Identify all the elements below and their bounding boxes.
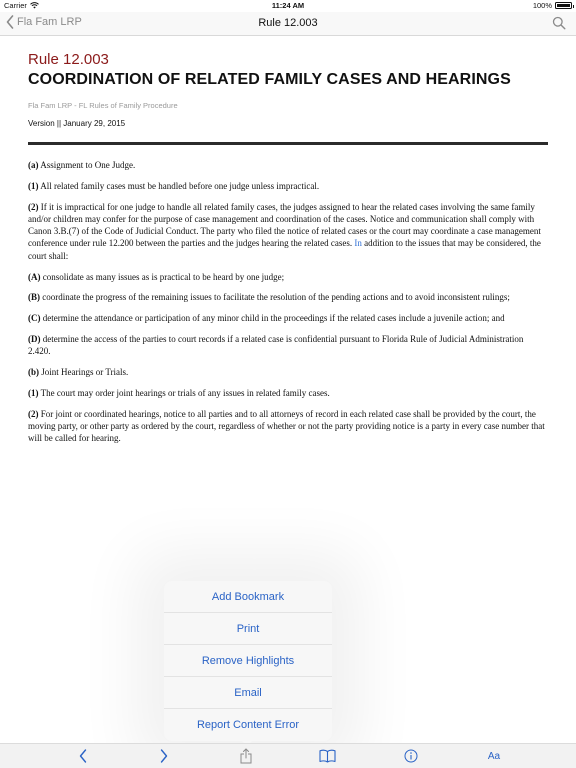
status-time: 11:24 AM bbox=[271, 1, 305, 10]
paragraph-text: consolidate as many issues as is practical to be heard by one judge; bbox=[40, 271, 285, 282]
paragraph-label: (1) bbox=[28, 387, 39, 398]
paragraph-text-after: addition to the issues that may be considered, the court shall: bbox=[28, 238, 541, 261]
paragraph-text: determine the attendance or participation of any minor child in the proceedings if the related cases include a juvenile action; and bbox=[40, 313, 505, 324]
document-source: Fla Fam LRP - FL Rules of Family Procedure bbox=[28, 101, 178, 110]
status-bar bbox=[0, 0, 576, 12]
email-button[interactable]: Email bbox=[164, 677, 332, 709]
add-bookmark-button[interactable]: Add Bookmark bbox=[164, 581, 332, 613]
divider bbox=[28, 142, 548, 145]
paragraph-text: For joint or coordinated hearings, notice to all parties and to all attorneys of record in each related case shall be provided by the court, the moving party, or other party as ordered by the court, regardless of whether or not the party providing notice is a party in every case number that will be called for hearing. bbox=[28, 408, 545, 444]
paragraph bbox=[28, 159, 548, 171]
paragraph-text: If it is impractical for one judge to handle all related family cases, the judges assigned to hear the related cases involving the same family and/or children may confer for the purpose of case management and coordination of the cases. Notice and communication shall comply with Canon 3.B.(7) of the Code of Judicial Conduct. The party who filed the notice of related cases or the court may coordinate a case management conference under rule 12.200 between the parties and the judges hearing the related cases. bbox=[28, 201, 541, 249]
paragraph-text: All related family cases must be handled before one judge unless impractical. bbox=[38, 180, 320, 191]
battery-icon bbox=[555, 2, 572, 9]
book-icon bbox=[319, 749, 336, 763]
share-icon bbox=[240, 748, 252, 764]
paragraph-text: Joint Hearings or Trials. bbox=[39, 367, 129, 378]
navigation-bar bbox=[0, 12, 576, 36]
paragraph bbox=[28, 366, 548, 378]
document-version: Version || January 29, 2015 bbox=[28, 119, 126, 128]
paragraph-label: (b) bbox=[28, 367, 39, 378]
paragraph bbox=[28, 291, 548, 303]
rule-number: Rule 12.003 bbox=[28, 51, 109, 68]
carrier-label: Carrier bbox=[4, 1, 27, 10]
paragraph-text: coordinate the progress of the remaining issues to facilitate the resolution of the pending actions and to avoid inconsistent rulings; bbox=[40, 292, 510, 303]
previous-button[interactable] bbox=[75, 748, 91, 764]
paragraph-text: The court may order joint hearings or trials of any issues in related family cases. bbox=[38, 387, 330, 398]
font-size-button[interactable] bbox=[483, 748, 505, 764]
paragraph-label: (2) bbox=[28, 201, 39, 212]
paragraph-label: (C) bbox=[28, 313, 41, 324]
page-title: Rule 12.003 bbox=[258, 17, 318, 29]
back-button-label: Fla Fam LRP bbox=[17, 16, 82, 28]
paragraph-label: (A) bbox=[28, 271, 41, 282]
document bbox=[28, 36, 548, 453]
share-button[interactable] bbox=[238, 748, 254, 764]
battery-percent: 100% bbox=[532, 1, 552, 10]
paragraph bbox=[28, 180, 548, 192]
search-icon[interactable] bbox=[552, 16, 566, 30]
next-button[interactable] bbox=[156, 748, 172, 764]
paragraph-text: determine the access of the parties to court records if a related case is confidential pursuant to Florida Rule of Judicial Administration 2.420. bbox=[28, 333, 524, 357]
table-of-contents-button[interactable] bbox=[318, 748, 336, 764]
status-right bbox=[533, 1, 572, 10]
paragraph bbox=[28, 408, 548, 445]
chevron-left-icon bbox=[79, 749, 87, 763]
paragraph-label: (1) bbox=[28, 180, 39, 191]
chevron-right-icon bbox=[160, 749, 168, 763]
paragraph-label: (a) bbox=[28, 160, 39, 170]
paragraph-label: (B) bbox=[28, 292, 40, 303]
report-content-error-button[interactable]: Report Content Error bbox=[196, 719, 300, 731]
paragraph bbox=[28, 333, 548, 358]
info-icon bbox=[404, 749, 418, 763]
bottom-toolbar bbox=[0, 743, 576, 768]
rule-body bbox=[28, 159, 548, 445]
paragraph-label: (2) bbox=[28, 408, 39, 419]
share-menu-popover bbox=[164, 581, 332, 741]
paragraph-label: (D) bbox=[28, 333, 41, 344]
rule-title: COORDINATION OF RELATED FAMILY CASES AND HEARINGS bbox=[28, 71, 511, 88]
paragraph bbox=[28, 201, 548, 262]
paragraph bbox=[28, 271, 548, 283]
inline-link[interactable]: In bbox=[354, 238, 362, 249]
font-size-label: Aa bbox=[487, 750, 501, 762]
remove-highlights-button[interactable]: Remove Highlights bbox=[164, 645, 332, 677]
paragraph bbox=[28, 387, 548, 399]
paragraph-text: Assignment to One Judge. bbox=[38, 160, 136, 170]
paragraph bbox=[28, 312, 548, 324]
info-button[interactable] bbox=[403, 748, 419, 764]
print-button[interactable]: Print bbox=[164, 613, 332, 645]
